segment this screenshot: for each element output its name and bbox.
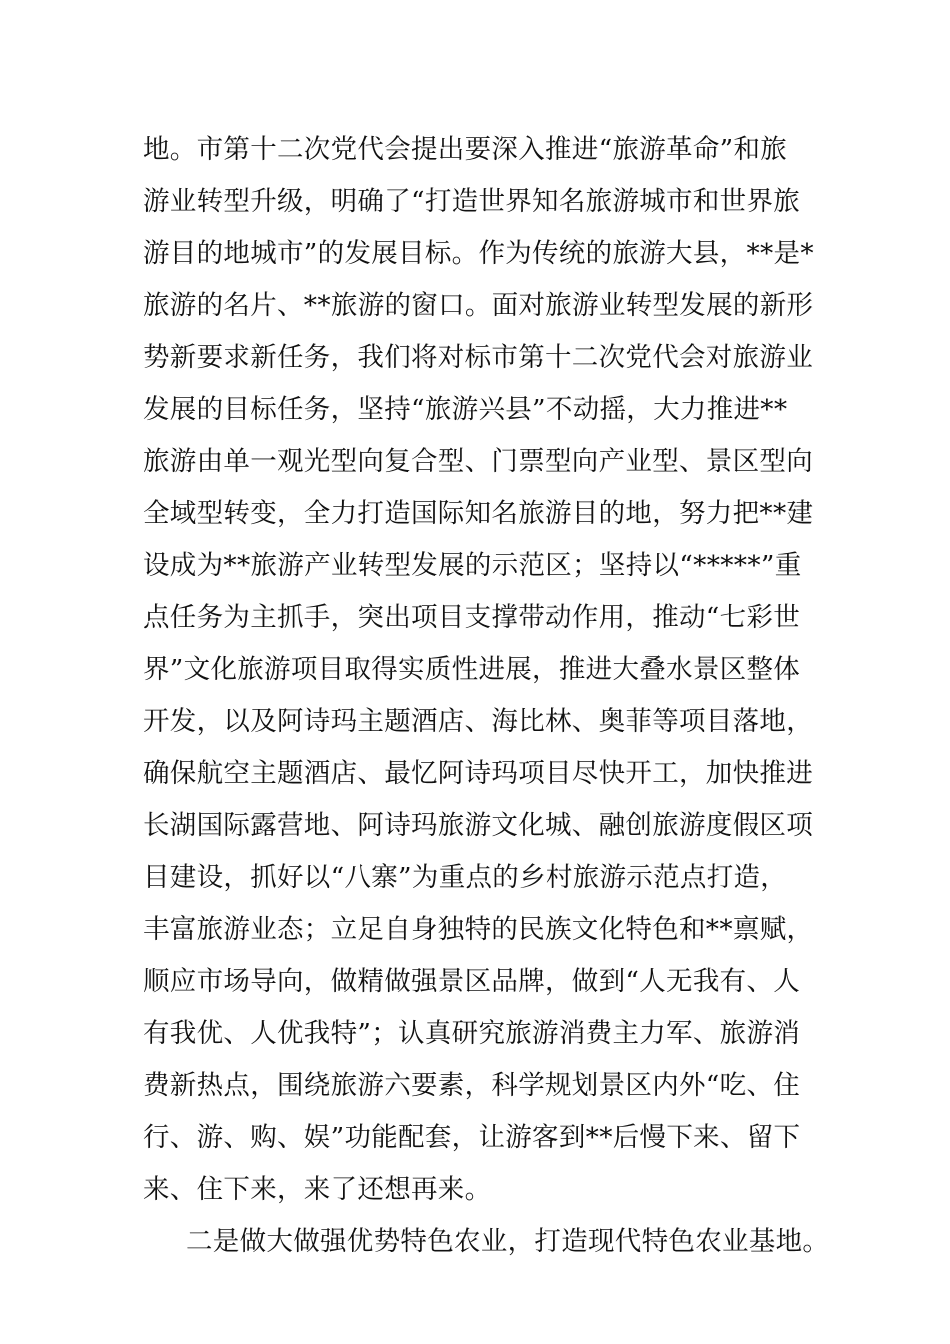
text-line: 费新热点，围绕旅游六要素，科学规划景区内外“吃、住: [143, 1070, 801, 1101]
text-line: 界”文化旅游项目取得实质性进展，推进大叠水景区整体: [143, 654, 801, 685]
text-line: 丰富旅游业态；立足自身独特的民族文化特色和**禀赋，: [143, 914, 814, 945]
text-line: 点任务为主抓手，突出项目支撑带动作用，推动“七彩世: [143, 602, 801, 633]
text-line: 游业转型升级，明确了“打造世界知名旅游城市和世界旅: [143, 186, 801, 217]
text-line: 目建设，抓好以“八寨”为重点的乡村旅游示范点打造，: [143, 862, 788, 893]
text-line: 设成为**旅游产业转型发展的示范区；坚持以“*****”重: [143, 550, 802, 581]
text-line: 地。市第十二次党代会提出要深入推进“旅游革命”和旅: [143, 134, 788, 165]
paragraph-heading: 二是做大做强优势特色农业，打造现代特色农业基地。: [186, 1226, 830, 1257]
text-line: 长湖国际露营地、阿诗玛旅游文化城、融创旅游度假区项: [143, 810, 813, 841]
text-line: 旅游由单一观光型向复合型、门票型向产业型、景区型向: [143, 446, 813, 477]
text-line: 发展的目标任务，坚持“旅游兴县”不动摇，大力推进**: [143, 394, 788, 425]
text-line: 开发，以及阿诗玛主题酒店、海比林、奥菲等项目落地，: [143, 706, 813, 737]
text-line: 来、住下来，来了还想再来。: [143, 1174, 492, 1205]
text-line: 全域型转变，全力打造国际知名旅游目的地，努力把**建: [143, 498, 814, 529]
text-line: 势新要求新任务，我们将对标市第十二次党代会对旅游业: [143, 342, 813, 373]
text-line: 顺应市场导向，做精做强景区品牌，做到“人无我有、人: [143, 966, 801, 997]
text-line: 游目的地城市”的发展目标。作为传统的旅游大县，**是*: [143, 238, 814, 269]
text-line: 确保航空主题酒店、最忆阿诗玛项目尽快开工，加快推进: [143, 758, 813, 789]
text-line: 行、游、购、娱”功能配套，让游客到**后慢下来、留下: [143, 1122, 801, 1153]
text-line: 旅游的名片、**旅游的窗口。面对旅游业转型发展的新形: [143, 290, 814, 321]
text-line: 有我优、人优我特”；认真研究旅游消费主力军、旅游消: [143, 1018, 801, 1049]
